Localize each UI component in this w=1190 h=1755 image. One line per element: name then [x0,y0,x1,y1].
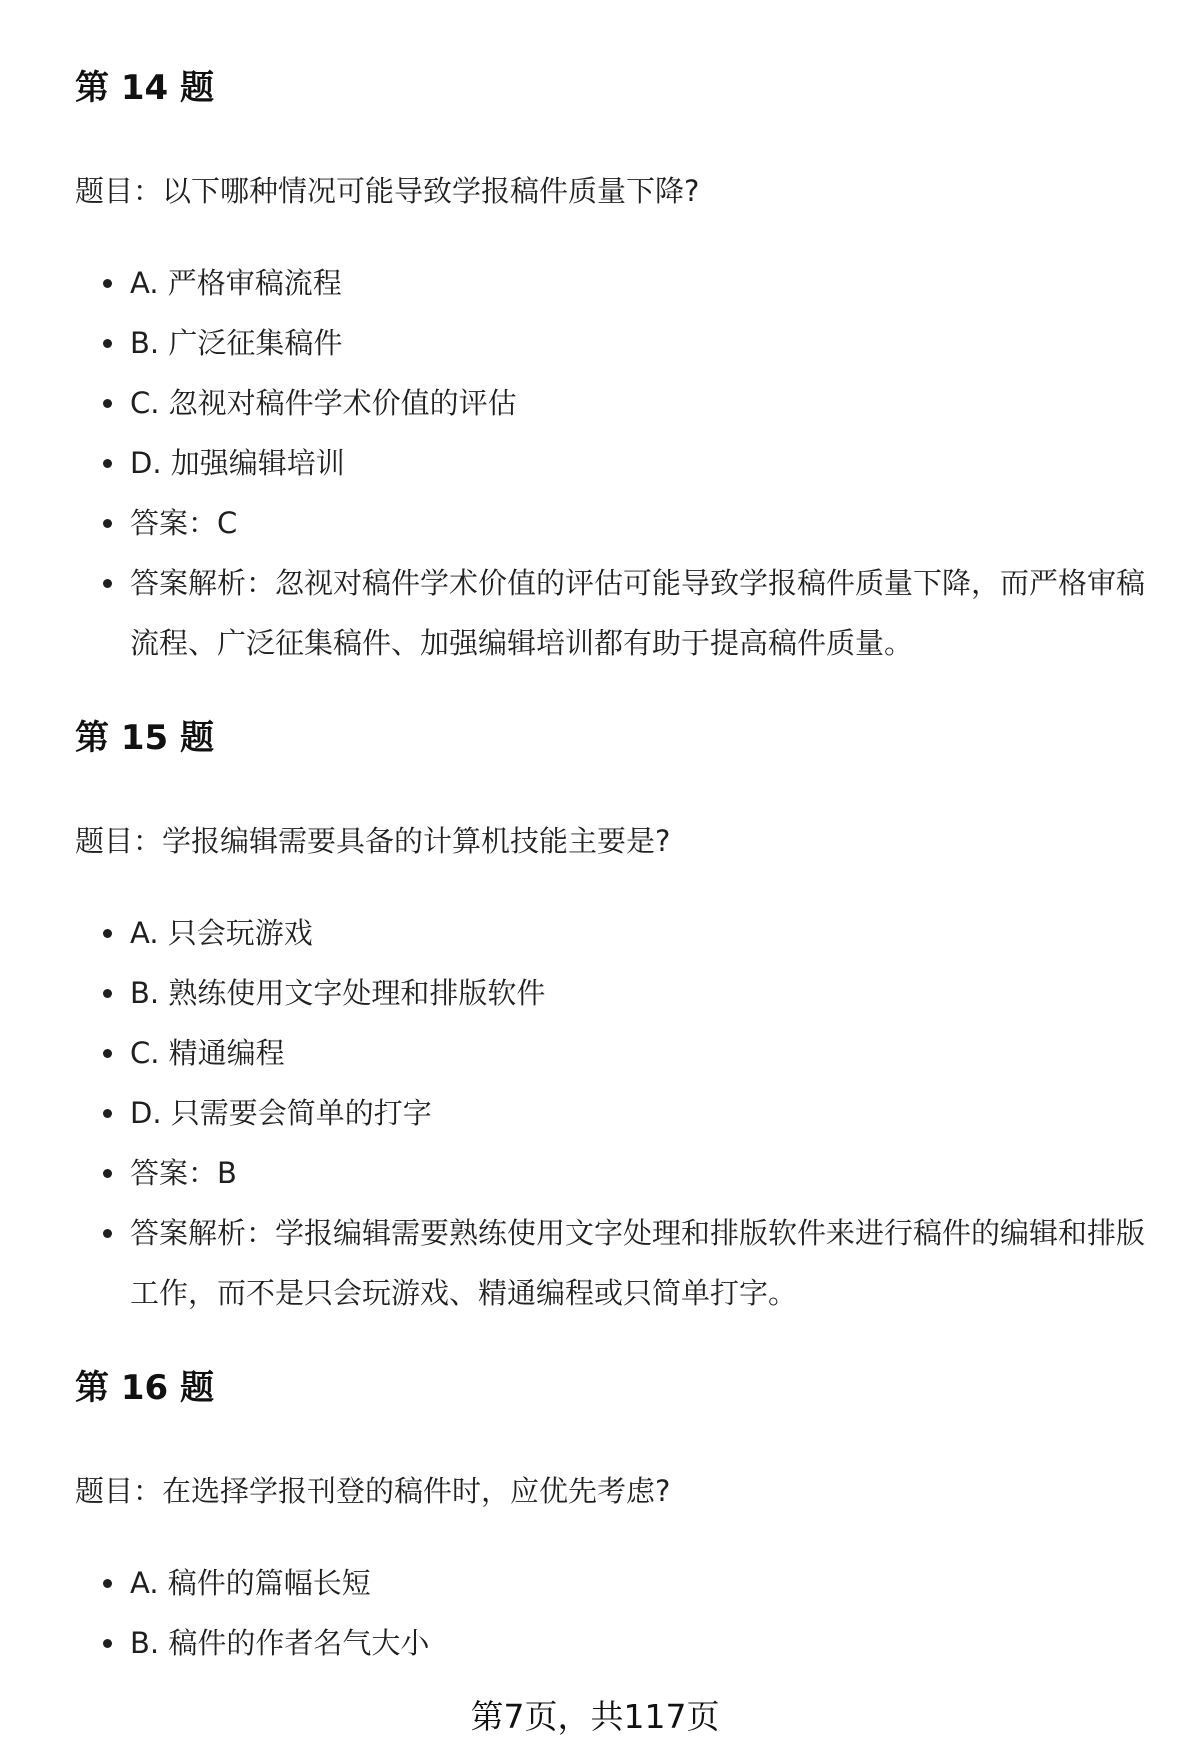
question-14-title: 第 14 题 [75,68,214,108]
question-15-option-a: A. 只会玩游戏 [130,916,313,950]
bullet-icon [103,1169,112,1178]
question-15-option-d: D. 只需要会简单的打字 [130,1096,432,1130]
question-16-option-a: A. 稿件的篇幅长短 [130,1566,371,1600]
bullet-icon [103,399,112,408]
question-15-option-c: C. 精通编程 [130,1036,285,1070]
bullet-icon [103,1049,112,1058]
bullet-icon [103,989,112,998]
question-14-text: 题目：以下哪种情况可能导致学报稿件质量下降? [75,174,700,208]
question-15-answer: 答案：B [130,1156,237,1190]
question-14-explanation: 答案解析：忽视对稿件学术价值的评估可能导致学报稿件质量下降，而严格审稿流程、广泛征集稿件、加强编辑培训都有助于提高稿件质量。 [130,566,1146,660]
bullet-icon [103,1109,112,1118]
bullet-icon [103,279,112,288]
bullet-icon [103,339,112,348]
page-number: 第7页，共117页 [470,1697,720,1736]
question-14-option-b: B. 广泛征集稿件 [130,326,343,360]
question-15-text: 题目：学报编辑需要具备的计算机技能主要是? [75,824,671,858]
question-14-option-a: A. 严格审稿流程 [130,266,342,300]
question-16-text: 题目：在选择学报刊登的稿件时，应优先考虑? [75,1474,671,1508]
bullet-icon [103,1639,112,1648]
bullet-icon [103,1579,112,1588]
question-14-answer: 答案：C [130,506,238,540]
bullet-icon [103,929,112,938]
bullet-icon [103,1229,112,1238]
question-14-option-d: D. 加强编辑培训 [130,446,345,480]
bullet-icon [103,579,112,588]
question-16-option-b: B. 稿件的作者名气大小 [130,1626,430,1660]
question-16-title: 第 16 题 [75,1368,214,1408]
question-15-title: 第 15 题 [75,718,214,758]
question-15-option-b: B. 熟练使用文字处理和排版软件 [130,976,546,1010]
question-15-explanation: 答案解析：学报编辑需要熟练使用文字处理和排版软件来进行稿件的编辑和排版工作，而不是只会玩游戏、精通编程或只简单打字。 [130,1216,1146,1310]
bullet-icon [103,519,112,528]
bullet-icon [103,459,112,468]
question-14-option-c: C. 忽视对稿件学术价值的评估 [130,386,517,420]
